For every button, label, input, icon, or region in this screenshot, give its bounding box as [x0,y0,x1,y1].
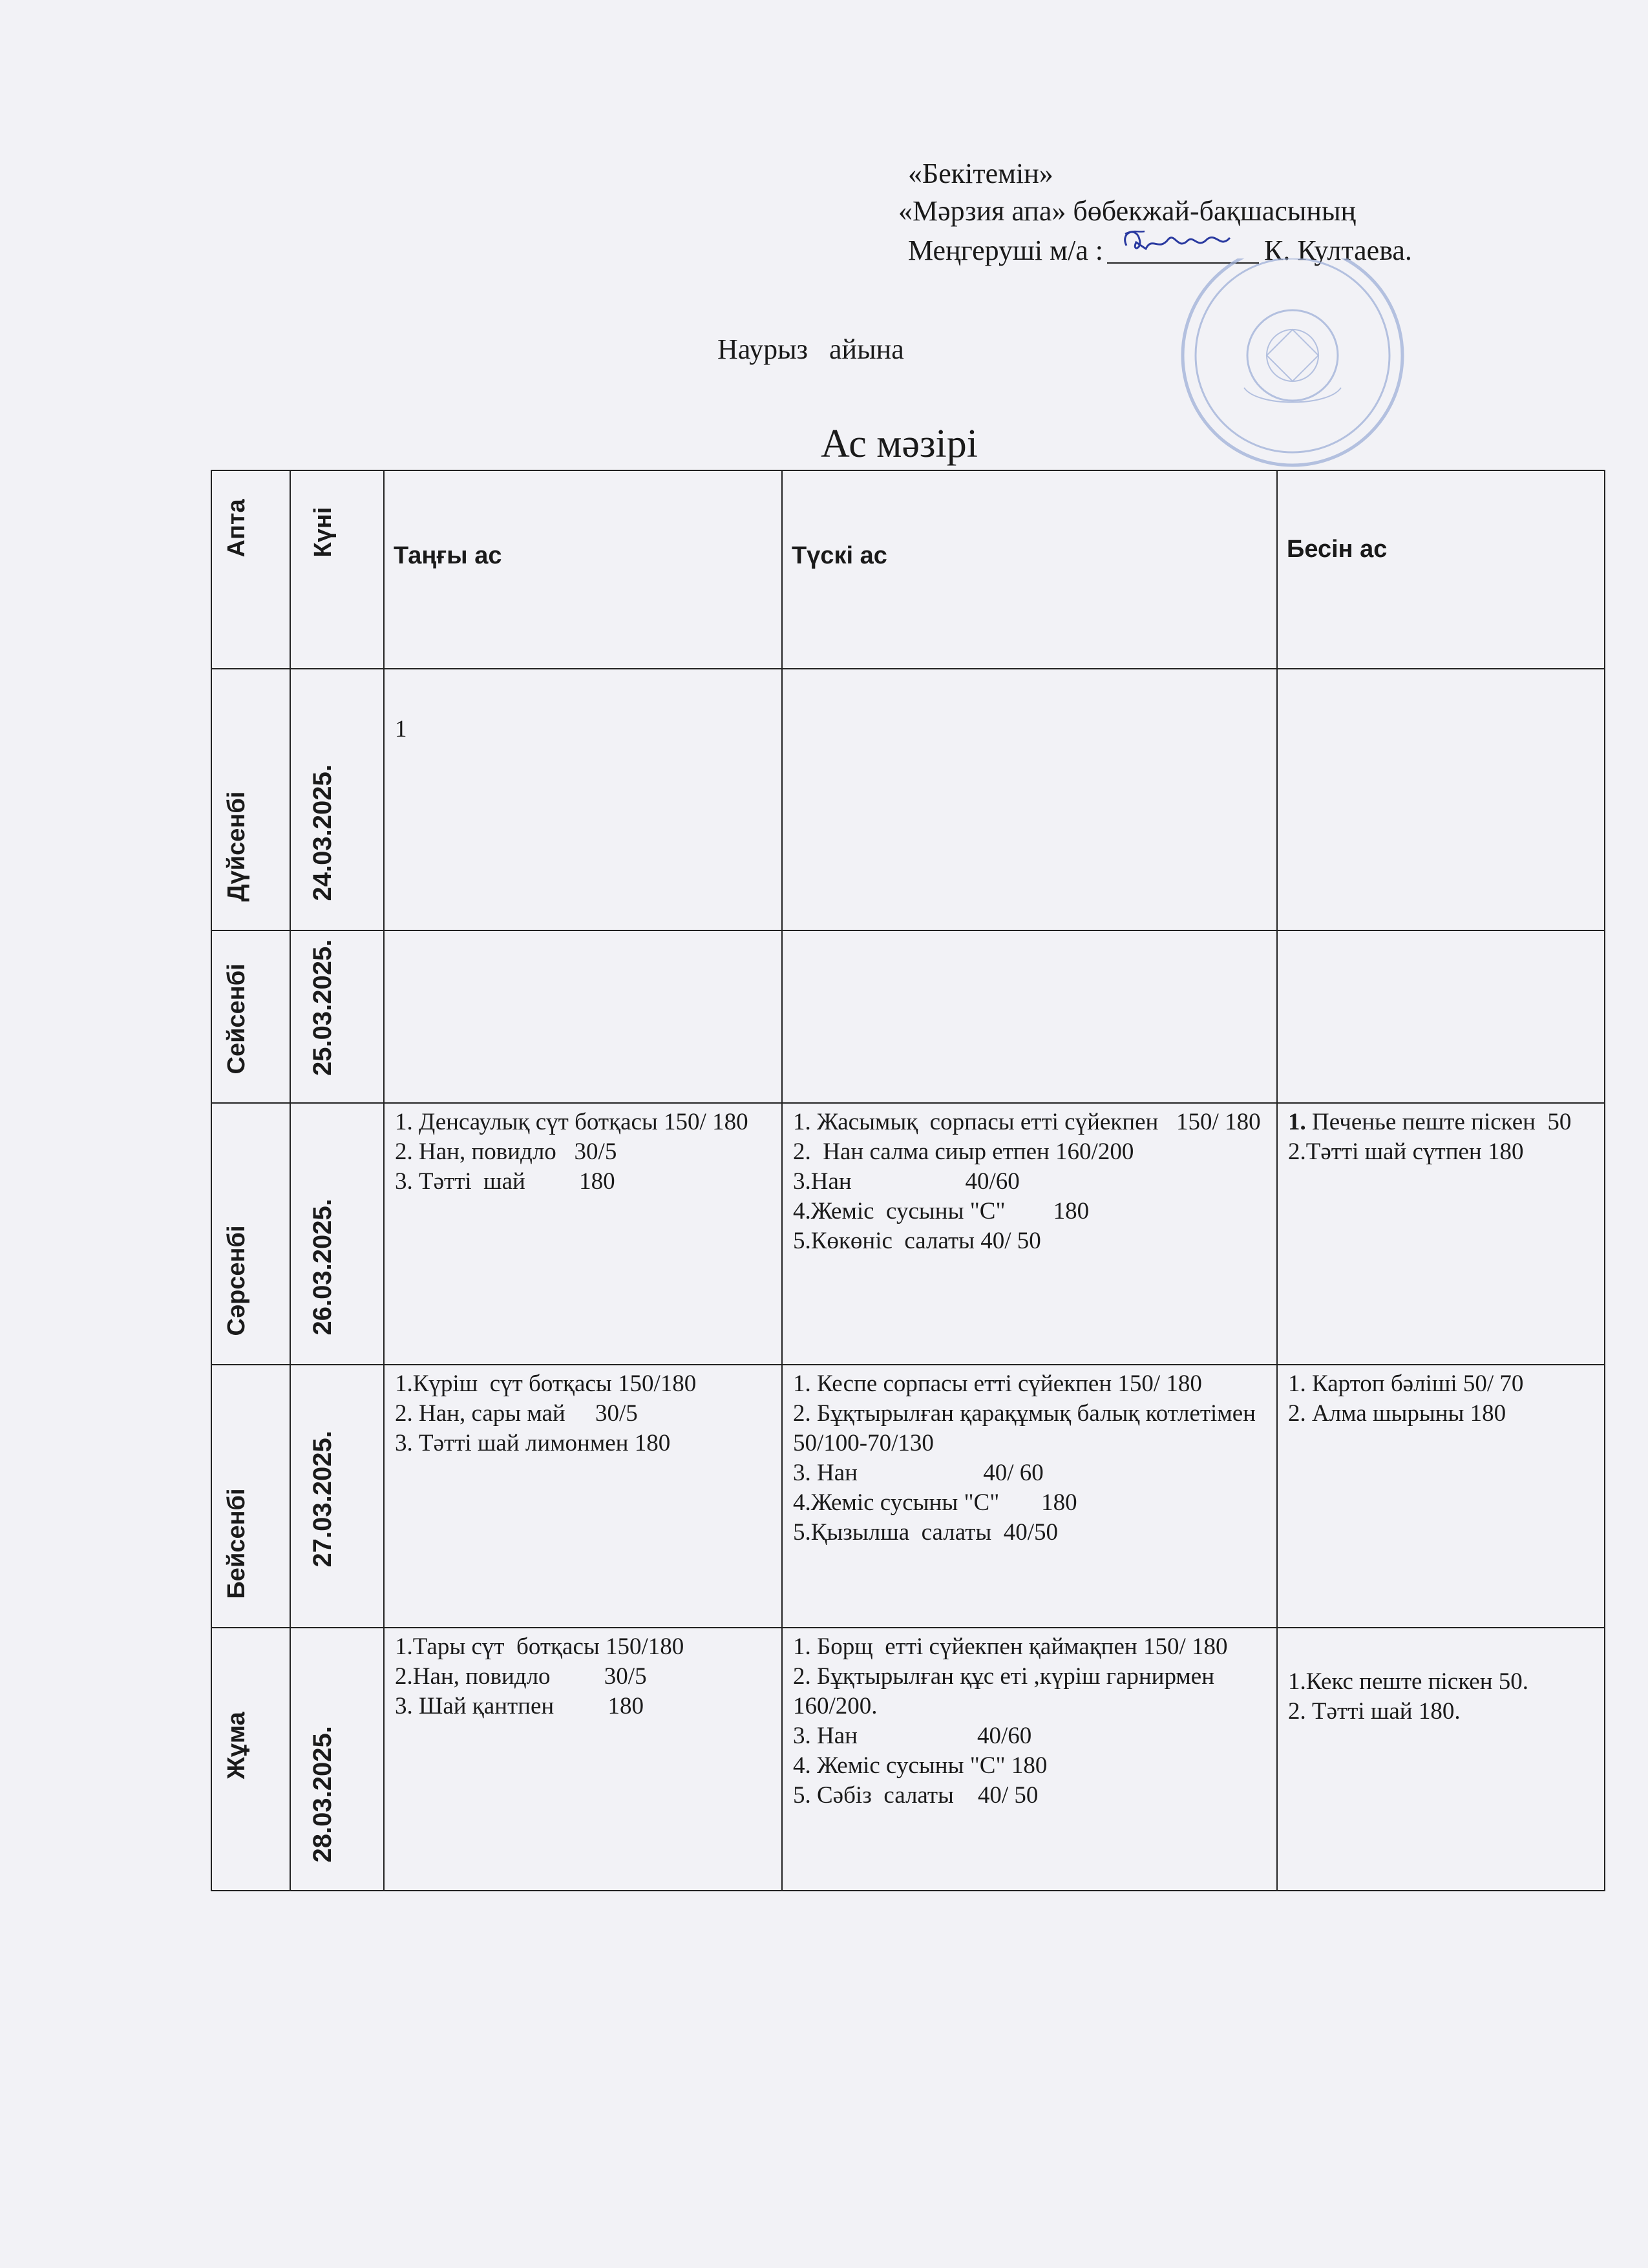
menu-item: 3. Шай қантпен 180 [395,1693,644,1719]
lunch-cell [782,1628,1277,1891]
menu-item: 4. Жеміс сусыны "С" 180 [793,1752,1048,1779]
breakfast-cell [384,1103,782,1365]
menu-item: 1 [395,716,407,742]
table-row [211,1365,1605,1628]
table-row [211,1103,1605,1365]
weekday-cell: Сәрсенбі [211,1103,290,1365]
menu-item: 1.Күріш сүт ботқасы 150/180 [395,1370,697,1397]
menu-item: 4.Жеміс сусыны "С" 180 [793,1198,1090,1224]
header-lunch: Түскі ас [782,470,1277,669]
menu-item-number: 1. [1288,1109,1306,1135]
signatory-role: Меңгеруші м/а : [908,235,1103,266]
menu-item: 3. Нан 40/ 60 [793,1460,1044,1486]
menu-item: 5.Көкөніс салаты 40/ 50 [793,1228,1041,1254]
menu-item: 2. Нан, сары май 30/5 [395,1400,638,1427]
date-cell: 26.03.2025. [290,1103,384,1365]
menu-table [211,470,1605,1891]
menu-item: 3.Нан 40/60 [793,1168,1020,1195]
date-cell: 25.03.2025. [290,930,384,1103]
breakfast-cell [384,930,782,1103]
menu-item: 2. Алма шырыны 180 [1288,1400,1506,1427]
weekday-cell: Дүйсенбі [211,669,290,930]
menu-item: 1. Борщ етті сүйекпен қаймақпен 150/ 180 [793,1633,1228,1660]
breakfast-cell [384,1365,782,1628]
menu-item: 2.Тәтті шай сүтпен 180 [1288,1139,1524,1165]
menu-item: 4.Жеміс сусыны "С" 180 [793,1489,1077,1516]
weekday-cell: Жұма [211,1628,290,1891]
menu-item: 3. Тәтті шай лимонмен 180 [395,1430,671,1456]
menu-item: 2. Нан салма сиыр етпен 160/200 [793,1139,1134,1165]
menu-item: 1. Картоп бәліші 50/ 70 [1288,1370,1524,1397]
menu-item: 2. Бұқтырылған құс еті ,күріш гарнирмен 160/200. [793,1663,1269,1719]
approval-block [898,155,1412,269]
menu-item: 2. Бұқтырылған қарақұмық балық котлетімен 50/100-70/130 [793,1400,1268,1456]
menu-item: 1. Кеспе сорпасы етті сүйекпен 150/ 180 [793,1370,1202,1397]
breakfast-cell [384,1628,782,1891]
official-seal [1154,258,1444,478]
header-week: Апта [211,470,290,669]
header-day: Күні [290,470,384,669]
signatory-name: К. Култаева. [1263,235,1412,266]
header-snack: Бесін ас [1277,470,1605,669]
lunch-cell [782,1365,1277,1628]
table-row [211,930,1605,1103]
table-header-row [211,470,1605,669]
menu-item-text: Печенье пеште піскен 50 [1305,1109,1572,1135]
menu-item: 2. Нан, повидло 30/5 [395,1139,617,1165]
lunch-cell [782,669,1277,930]
date-cell: 27.03.2025. [290,1365,384,1628]
date-cell: 28.03.2025. [290,1628,384,1891]
snack-cell [1277,930,1605,1103]
snack-cell [1277,1365,1605,1628]
approval-organization: «Мәрзия апа» бөбекжай-бақшасының [898,195,1357,227]
menu-item [1288,1108,1599,1137]
menu-item: 1. Денсаулық сүт ботқасы 150/ 180 [395,1109,748,1135]
menu-item: 3. Тәтті шай 180 [395,1168,615,1195]
menu-item: 5. Сәбіз салаты 40/ 50 [793,1782,1039,1809]
menu-item: 1. Жасымық сорпасы етті сүйекпен 150/ 180 [793,1109,1261,1135]
menu-item: 2.Нан, повидло 30/5 [395,1663,647,1690]
lunch-cell [782,930,1277,1103]
approval-heading: «Бекітемін» [908,158,1053,189]
month-label: Наурыз айына [717,333,904,365]
weekday-cell: Бейсенбі [211,1365,290,1628]
snack-cell [1277,1628,1605,1891]
menu-item: 1.Кекс пеште піскен 50. [1288,1668,1529,1695]
menu-item: 3. Нан 40/60 [793,1723,1032,1749]
snack-cell [1277,1103,1605,1365]
lunch-cell [782,1103,1277,1365]
snack-cell [1277,669,1605,930]
date-cell: 24.03.2025. [290,669,384,930]
weekday-cell: Сейсенбі [211,930,290,1103]
document-title: Ас мәзірі [821,422,978,466]
menu-item: 2. Тәтті шай 180. [1288,1698,1461,1725]
header-breakfast: Таңғы ас [384,470,782,669]
menu-item: 1.Тары сүт ботқасы 150/180 [395,1633,684,1660]
table-row [211,1628,1605,1891]
breakfast-cell [384,669,782,930]
table-row [211,669,1605,930]
menu-item: 5.Қызылша салаты 40/50 [793,1519,1058,1546]
